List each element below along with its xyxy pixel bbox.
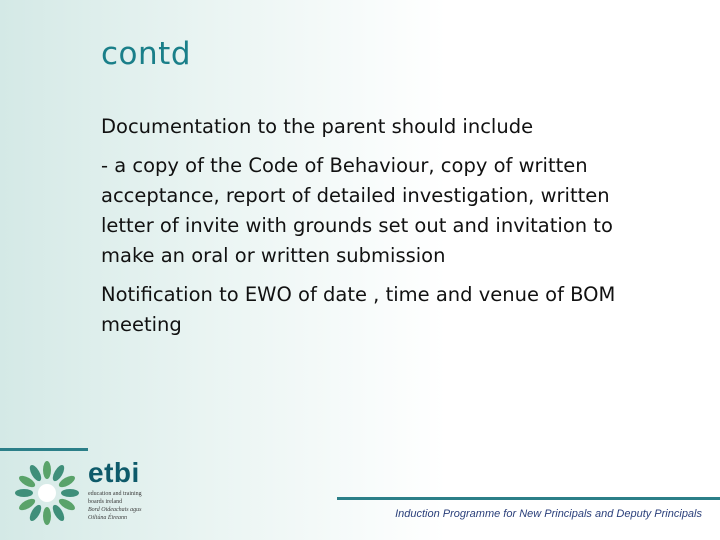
logo-line: Oiliúna Éireann <box>88 515 127 521</box>
body-paragraph-2: - a copy of the Code of Behaviour, copy of written acceptance, report of detailed investigation, written letter of invite with grounds set out and invitation to make an oral or written submission <box>101 154 613 267</box>
slide-title: contd <box>101 36 191 72</box>
logo-line: Bord Oideachais agus <box>88 507 142 513</box>
slide-body <box>101 112 661 349</box>
logo-line: education and training <box>88 491 142 497</box>
body-paragraph-1: Documentation to the parent should include <box>101 115 534 138</box>
right-divider <box>337 497 720 500</box>
logo-subtitle <box>88 490 178 522</box>
logo-wordmark: etbi <box>88 457 140 488</box>
footer-text: Induction Programme for New Principals and Deputy Principals <box>395 508 702 520</box>
logo-line: boards ireland <box>88 499 123 505</box>
etbi-logo-icon <box>12 458 82 528</box>
body-paragraph-3: Notification to EWO of date , time and venue of BOM meeting <box>101 283 616 336</box>
left-divider <box>0 448 88 451</box>
